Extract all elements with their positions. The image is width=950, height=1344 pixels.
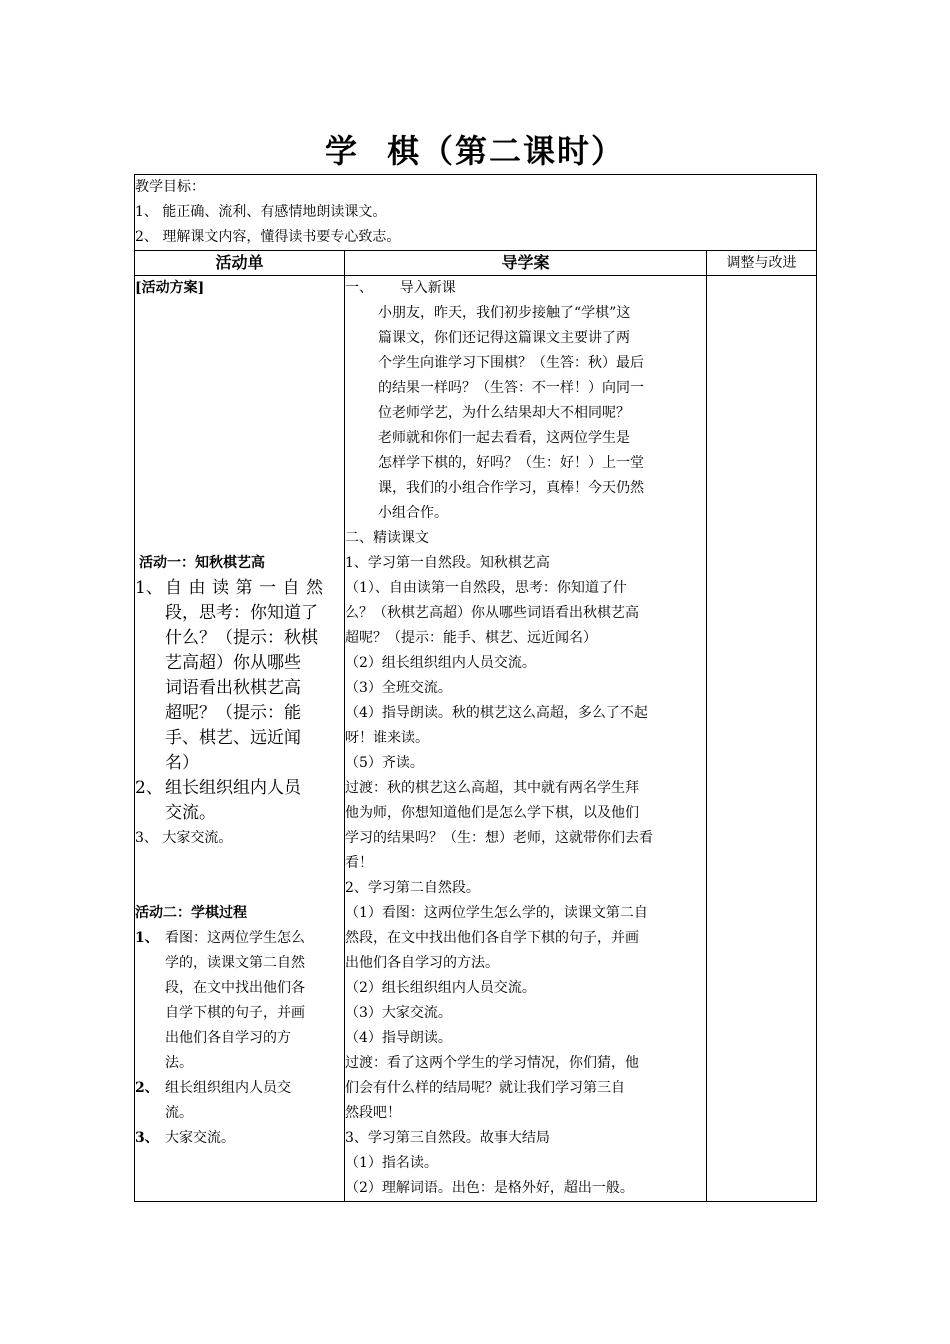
adjust-column xyxy=(707,276,817,1202)
guide-line: （4）指导朗读。秋的棋艺这么高超，多么了不起 xyxy=(345,705,648,721)
guide-line: 呀！谁来读。 xyxy=(345,730,429,746)
guide-s1-body: 小朋友，昨天，我们初步接触了“学棋”这 篇课文，你们还记得这篇课文主要讲了两 个学生向谁学习下围棋？（生答：秋）最后 的结果一样吗？（生答：不一样！）向同一 位老师学艺，为什么结果却大不相同呢？ 老师就和你们一起去看看，这两位学生是 怎样学下棋的，好吗？（生：好！）上一堂 课，我们的小组合作学习，真棒！今天仍然 小组合作。 xyxy=(378,305,644,521)
activity1-item2: 2、 组长组织组内人员 交流。 xyxy=(135,778,301,823)
guide-line: （2）理解词语。出色：是格外好，超出一般。 xyxy=(345,1180,634,1196)
guide-line: 然段吧！ xyxy=(345,1105,401,1121)
guide-line: 超呢？（提示：能手、棋艺、远近闻名） xyxy=(345,630,597,646)
activity2-item3: 3、 大家交流。 xyxy=(135,1130,235,1146)
guide-line: 1、学习第一自然段。知秋棋艺高 xyxy=(345,555,550,571)
header-adjust: 调整与改进 xyxy=(707,251,817,276)
lesson-table xyxy=(134,174,817,1202)
goal-item: 2、 理解课文内容，懂得读书要专心致志。 xyxy=(135,229,401,245)
activity2-title: 活动二：学棋过程 xyxy=(135,905,247,921)
guide-line: 们会有什么样的结局呢？就让我们学习第三自 xyxy=(345,1080,625,1096)
guide-line: （1）指名读。 xyxy=(345,1155,438,1171)
activity2-item1: 1、 看图：这两位学生怎么 学的，读课文第二自然 段，在文中找出他们各 自学下棋的句子，并画 出他们各自学习的方 法。 xyxy=(135,930,305,1071)
title-part2: 棋（第二课时） xyxy=(387,132,626,170)
guide-line: 3、学习第三自然段。故事大结局 xyxy=(345,1130,550,1146)
plan-label: [活动方案] xyxy=(135,280,205,296)
goals-heading: 教学目标： xyxy=(135,179,205,195)
page-title xyxy=(0,126,950,172)
guide-line: 学习的结果吗？（生：想）老师，这就带你们去看 xyxy=(345,830,653,846)
activity1-title: 活动一：知秋棋艺高 xyxy=(139,555,265,571)
goals-cell xyxy=(135,175,817,251)
guide-line: （5）齐读。 xyxy=(345,755,424,771)
guide-line: （4）指导朗读。 xyxy=(345,1030,452,1046)
activity1-item1: 1、 自由读第一自然 段，思考：你知道了 什么？（提示：秋棋 艺高超）你从哪些 词语看出秋棋艺高 超呢？（提示：能 手、棋艺、远近闻 名） xyxy=(135,578,323,773)
header-guide: 导学案 xyxy=(345,251,707,276)
activity-column xyxy=(135,276,345,1202)
guide-line: 过渡：看了这两个学生的学习情况，你们猜，他 xyxy=(345,1055,639,1071)
title-part1: 学 xyxy=(324,132,359,170)
guide-s2-body xyxy=(345,551,706,1201)
guide-line: （2）组长组织组内人员交流。 xyxy=(345,655,536,671)
guide-line: 看！ xyxy=(345,855,373,871)
guide-line: 然段，在文中找出他们各自学下棋的句子，并画 xyxy=(345,930,639,946)
guide-column xyxy=(345,276,707,1202)
guide-s2-heading: 二、精读课文 xyxy=(345,530,429,546)
guide-line: （3）全班交流。 xyxy=(345,680,452,696)
goal-item: 1、 能正确、流利、有感情地朗读课文。 xyxy=(135,204,387,220)
header-activity: 活动单 xyxy=(135,251,345,276)
guide-line: （1）、自由读第一自然段，思考：你知道了什 xyxy=(345,580,627,596)
guide-line: 么？（秋棋艺高超）你从哪些词语看出秋棋艺高 xyxy=(345,605,639,621)
activity1-item3: 3、 大家交流。 xyxy=(135,830,233,846)
guide-line: 2、学习第二自然段。 xyxy=(345,880,480,896)
guide-s1-heading: 一、 导入新课 xyxy=(345,280,456,296)
guide-line: （1）看图：这两位学生怎么学的，读课文第二自 xyxy=(345,905,648,921)
guide-line: （2）组长组织组内人员交流。 xyxy=(345,980,536,996)
guide-line: 过渡：秋的棋艺这么高超，其中就有两名学生拜 xyxy=(345,780,639,796)
guide-line: （3）大家交流。 xyxy=(345,1005,452,1021)
guide-line: 出他们各自学习的方法。 xyxy=(345,955,499,971)
guide-line: 他为师，你想知道他们是怎么学下棋，以及他们 xyxy=(345,805,639,821)
activity2-item2: 2、 组长组织组内人员交 流。 xyxy=(135,1080,291,1121)
